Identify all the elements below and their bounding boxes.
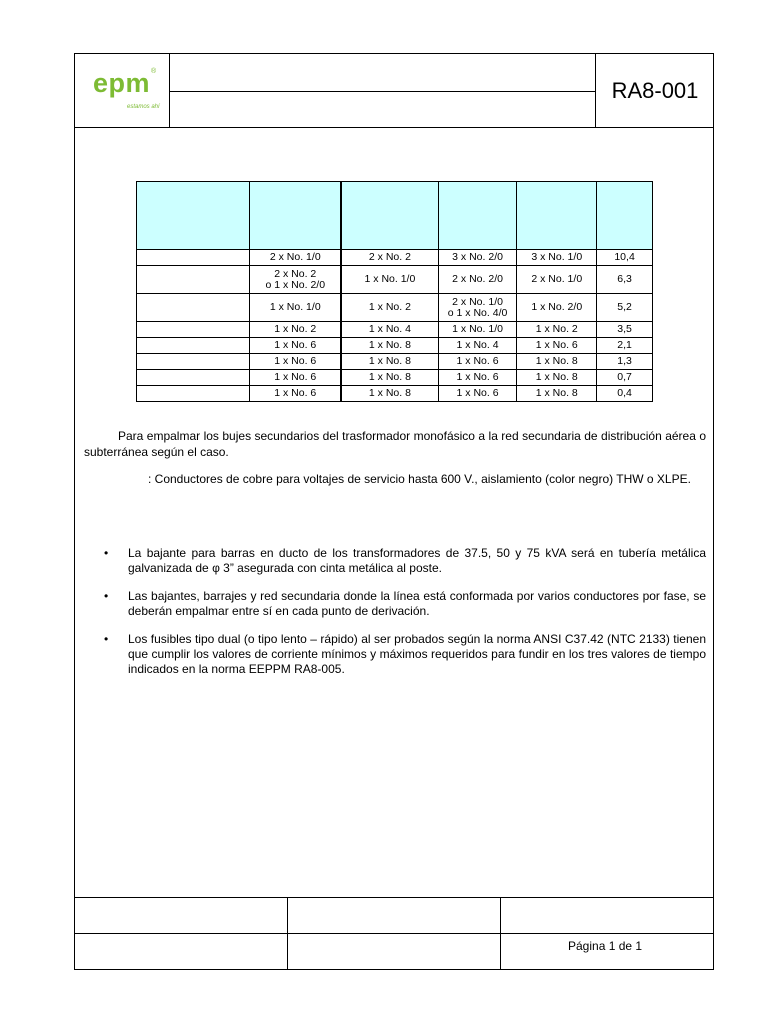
table-cell (137, 338, 250, 354)
footer-top-line (74, 897, 714, 898)
logo-tagline: estamos ahí (127, 104, 160, 110)
table-cell: 1 x No. 8 (517, 370, 597, 386)
table-row (137, 266, 653, 294)
table-cell: 1 x No. 6 (438, 370, 517, 386)
table-cell: 5,2 (597, 294, 653, 322)
table-cell: 1 x No. 2 (517, 322, 597, 338)
table-cell: 1 x No. 8 (341, 370, 438, 386)
intro-paragraph: Para empalmar los bujes secundarios del trasformador monofásico a la red secundaria de distribución aérea o subterránea según el caso. (84, 429, 706, 459)
note-item (84, 632, 706, 677)
notes-list (84, 546, 706, 690)
conductor-table (136, 181, 653, 402)
table-cell: 1 x No. 6 (250, 370, 341, 386)
title-cell (170, 54, 596, 128)
table-cell (137, 294, 250, 322)
bullet-icon: • (104, 589, 109, 603)
table-cell: 1 x No. 2 (250, 322, 341, 338)
table-cell: 1 x No. 6 (517, 338, 597, 354)
table-cell: 3,5 (597, 322, 653, 338)
materials-paragraph: : Conductores de cobre para voltajes de servicio hasta 600 V., aislamiento (color negro) THW o XLPE. (148, 472, 691, 486)
note-item (84, 589, 706, 619)
table-cell: 3 x No. 2/0 (438, 250, 517, 266)
table-cell (137, 322, 250, 338)
table-cell: 1 x No. 1/0 (250, 294, 341, 322)
header-cell (250, 182, 341, 250)
header-cell (438, 182, 517, 250)
table-cell: 1 x No. 6 (250, 386, 341, 402)
epm-logo: epm (93, 68, 151, 98)
table-cell: 1 x No. 8 (341, 338, 438, 354)
logo-cell (75, 54, 170, 128)
table-cell: 1 x No. 8 (517, 354, 597, 370)
header-divider (75, 127, 713, 128)
table-cell: 1 x No. 1/0 (438, 322, 517, 338)
table-cell (137, 266, 250, 294)
header-cell (137, 182, 250, 250)
table-cell: 2 x No. 2 (341, 250, 438, 266)
table-row (137, 370, 653, 386)
note-text: La bajante para barras en ducto de los transformadores de 37.5, 50 y 75 kVA será en tubería metálica galvanizada de φ 3” asegurada con cinta metálica al poste. (128, 546, 706, 575)
table-row (137, 338, 653, 354)
table-row (137, 322, 653, 338)
table-row (137, 354, 653, 370)
table-cell: 0,7 (597, 370, 653, 386)
page-number: Página 1 de 1 (568, 939, 643, 953)
table-cell: 1 x No. 4 (341, 322, 438, 338)
table-cell: 1 x No. 6 (250, 354, 341, 370)
table-cell: 2 x No. 1/0 (517, 266, 597, 294)
header-cell (517, 182, 597, 250)
table-cell: 2,1 (597, 338, 653, 354)
bullet-icon: • (104, 632, 109, 646)
footer-mid-line (74, 933, 714, 934)
note-text: Las bajantes, barrajes y red secundaria donde la línea está conformada por varios conductores por fase, se deberán empalmar entre sí en cada punto de derivación. (128, 589, 706, 618)
table-cell: 1 x No. 1/0 (341, 266, 438, 294)
title-divider (170, 91, 596, 92)
table-cell: 1 x No. 8 (517, 386, 597, 402)
table-cell: 2 x No. 1/0 (250, 250, 341, 266)
table-cell: 1 x No. 2 (341, 294, 438, 322)
table-header-row (137, 182, 653, 250)
bullet-icon: • (104, 546, 109, 560)
table-row (137, 386, 653, 402)
table-cell: 1 x No. 8 (341, 354, 438, 370)
header-cell (341, 182, 438, 250)
table-cell: 1 x No. 6 (438, 354, 517, 370)
doc-code: RA8-001 (595, 54, 714, 128)
note-text: Los fusibles tipo dual (o tipo lento – rápido) al ser probados según la norma ANSI C37.42 (NTC 2133) tienen que cumplir los valores de corriente mínimos y máximos requeridos para fundir en los tres valores de tiempo indicados en la norma EEPPM RA8-005. (128, 632, 706, 676)
table-cell: 1 x No. 6 (250, 338, 341, 354)
footer-divider (500, 897, 501, 970)
table-cell: 2 x No. 2/0 (438, 266, 517, 294)
table-cell: 2 x No. 1/0 o 1 x No. 4/0 (438, 294, 517, 322)
header-cell (597, 182, 653, 250)
table-cell (137, 250, 250, 266)
table-cell (137, 370, 250, 386)
table-row (137, 250, 653, 266)
table-cell: 10,4 (597, 250, 653, 266)
table-cell: 2 x No. 2 o 1 x No. 2/0 (250, 266, 341, 294)
table-cell: 1,3 (597, 354, 653, 370)
table-cell: 6,3 (597, 266, 653, 294)
table-cell: 1 x No. 6 (438, 386, 517, 402)
footer-grid (74, 897, 714, 970)
table-cell (137, 386, 250, 402)
registered-mark: ® (151, 68, 157, 75)
table-cell: 1 x No. 8 (341, 386, 438, 402)
note-item (84, 546, 706, 576)
table-cell: 3 x No. 1/0 (517, 250, 597, 266)
table-cell: 1 x No. 2/0 (517, 294, 597, 322)
table-cell (137, 354, 250, 370)
table-cell: 1 x No. 4 (438, 338, 517, 354)
table-cell: 0,4 (597, 386, 653, 402)
table-row (137, 294, 653, 322)
footer-divider (287, 897, 288, 970)
